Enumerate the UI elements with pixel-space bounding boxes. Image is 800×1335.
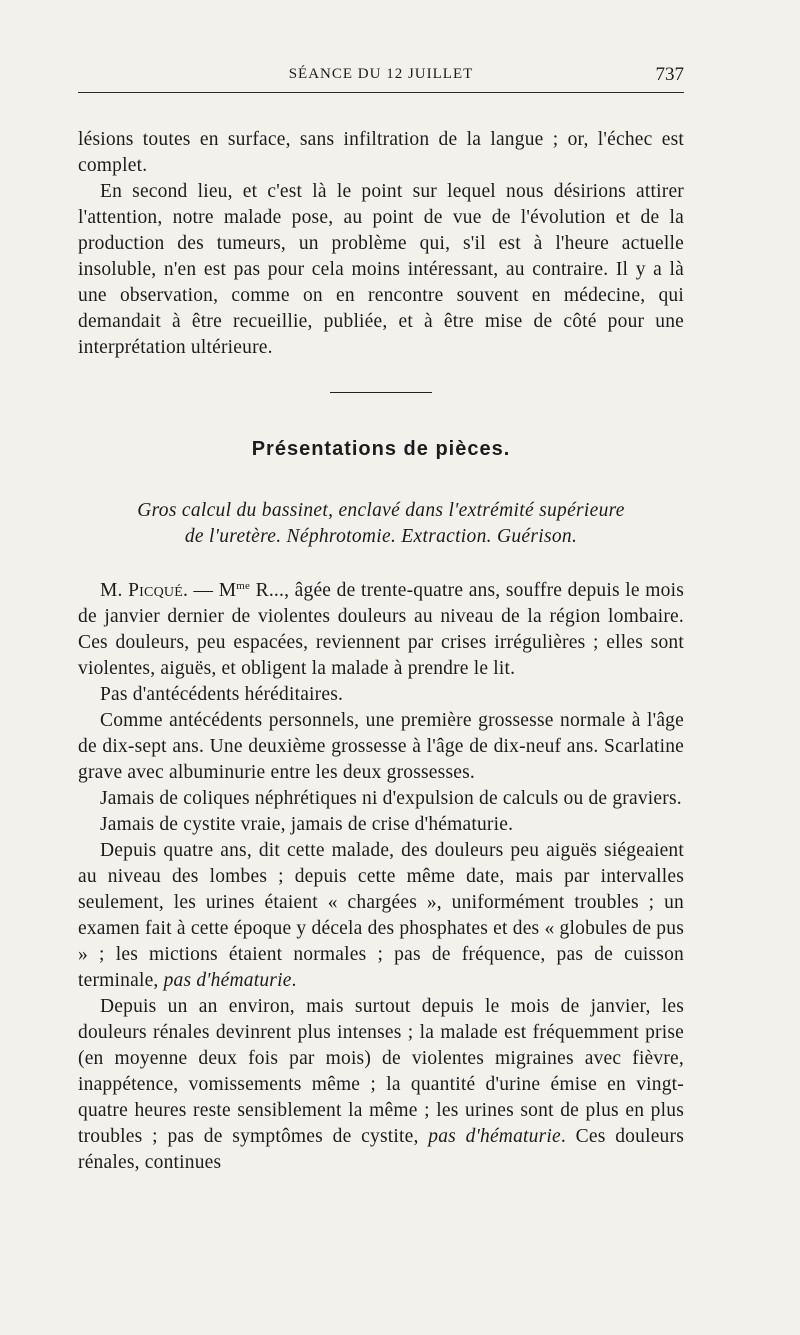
case-title-line: de l'uretère. Néphrotomie. Extraction. Guérison. (184, 526, 578, 547)
paragraph: En second lieu, et c'est là le point sur lequel nous désirions attirer l'attention, notre malade pose, au point de vue de l'évolution et de la production des tumeurs, un problème qui, s'il est à l'heure actuelle insoluble, n'en est pas pour cela moins intéressant, au contraire. Il y a là une observation, comme on en rencontre souvent en médecine, qui demandait à être recueillie, publiée, et à être mise de côté pour une interprétation ultérieure. (78, 181, 684, 358)
page-body (78, 127, 684, 1176)
page-number: 737 (655, 64, 684, 85)
paragraph: Jamais de cystite vraie, jamais de crise d'hématurie. (100, 814, 514, 835)
paragraph (78, 994, 684, 1176)
paragraph-text: Depuis quatre ans, dit cette malade, des douleurs peu aiguës siégeaient au niveau des lombes ; depuis cette même date, mais par intervalles seulement, les urines étaient « chargées », uniformément troubles ; un examen fait à cette époque y décela des phosphates et des « globules de pus » ; les mictions étaient normales ; pas de fréquence, pas de cuisson terminale, (78, 840, 684, 991)
case-title (78, 498, 684, 550)
paragraph (78, 838, 684, 994)
paragraph (78, 578, 684, 682)
paragraph: Jamais de coliques néphrétiques ni d'expulsion de calculs ou de graviers. (100, 788, 682, 809)
superscript: me (236, 580, 251, 592)
dash-text: — M (188, 580, 237, 601)
paragraph: Pas d'antécédents héréditaires. (100, 684, 344, 705)
author-name: M. Picqué. (100, 580, 189, 601)
paragraph-text: R..., âgée de trente-quatre ans, souffre depuis le mois de janvier dernier de violentes douleurs au niveau de la région lombaire. Ces douleurs, peu espacées, reviennent par crises irrégulières ; elles sont violentes, aiguës, et obligent la malade à prendre le lit. (78, 580, 684, 679)
paragraph-text: Depuis un an environ, mais surtout depuis le mois de janvier, les douleurs rénales devinrent plus intenses ; la malade est fréquemment prise (en moyenne deux fois par mois) de violentes migraines avec fièvre, inappétence, vomissements même ; la quantité d'urine émise en vingt-quatre heures reste sensiblement la même ; les urines sont de plus en plus troubles ; pas de symptômes de cystite, (78, 996, 684, 1147)
paragraph-text: . (291, 970, 297, 991)
page-header (78, 64, 684, 93)
paragraph: Comme antécédents personnels, une première grossesse normale à l'âge de dix-sept ans. Une deuxième grossesse à l'âge de dix-neuf ans. Scarlatine grave avec albuminurie entre les deux grossesses. (78, 710, 684, 783)
case-title-line: Gros calcul du bassinet, enclavé dans l'extrémité supérieure (137, 500, 625, 521)
paragraph: lésions toutes en surface, sans infiltration de la langue ; or, l'échec est complet. (78, 129, 684, 176)
paragraph-text: . Ces douleurs rénales, continues (78, 1126, 684, 1173)
section-title: Présentations de pièces. (251, 438, 511, 460)
italic-text: pas d'hématurie (428, 1126, 561, 1147)
running-title: SÉANCE DU 12 JUILLET (288, 66, 474, 82)
section-divider (330, 392, 432, 393)
italic-text: pas d'hématurie (163, 970, 292, 991)
